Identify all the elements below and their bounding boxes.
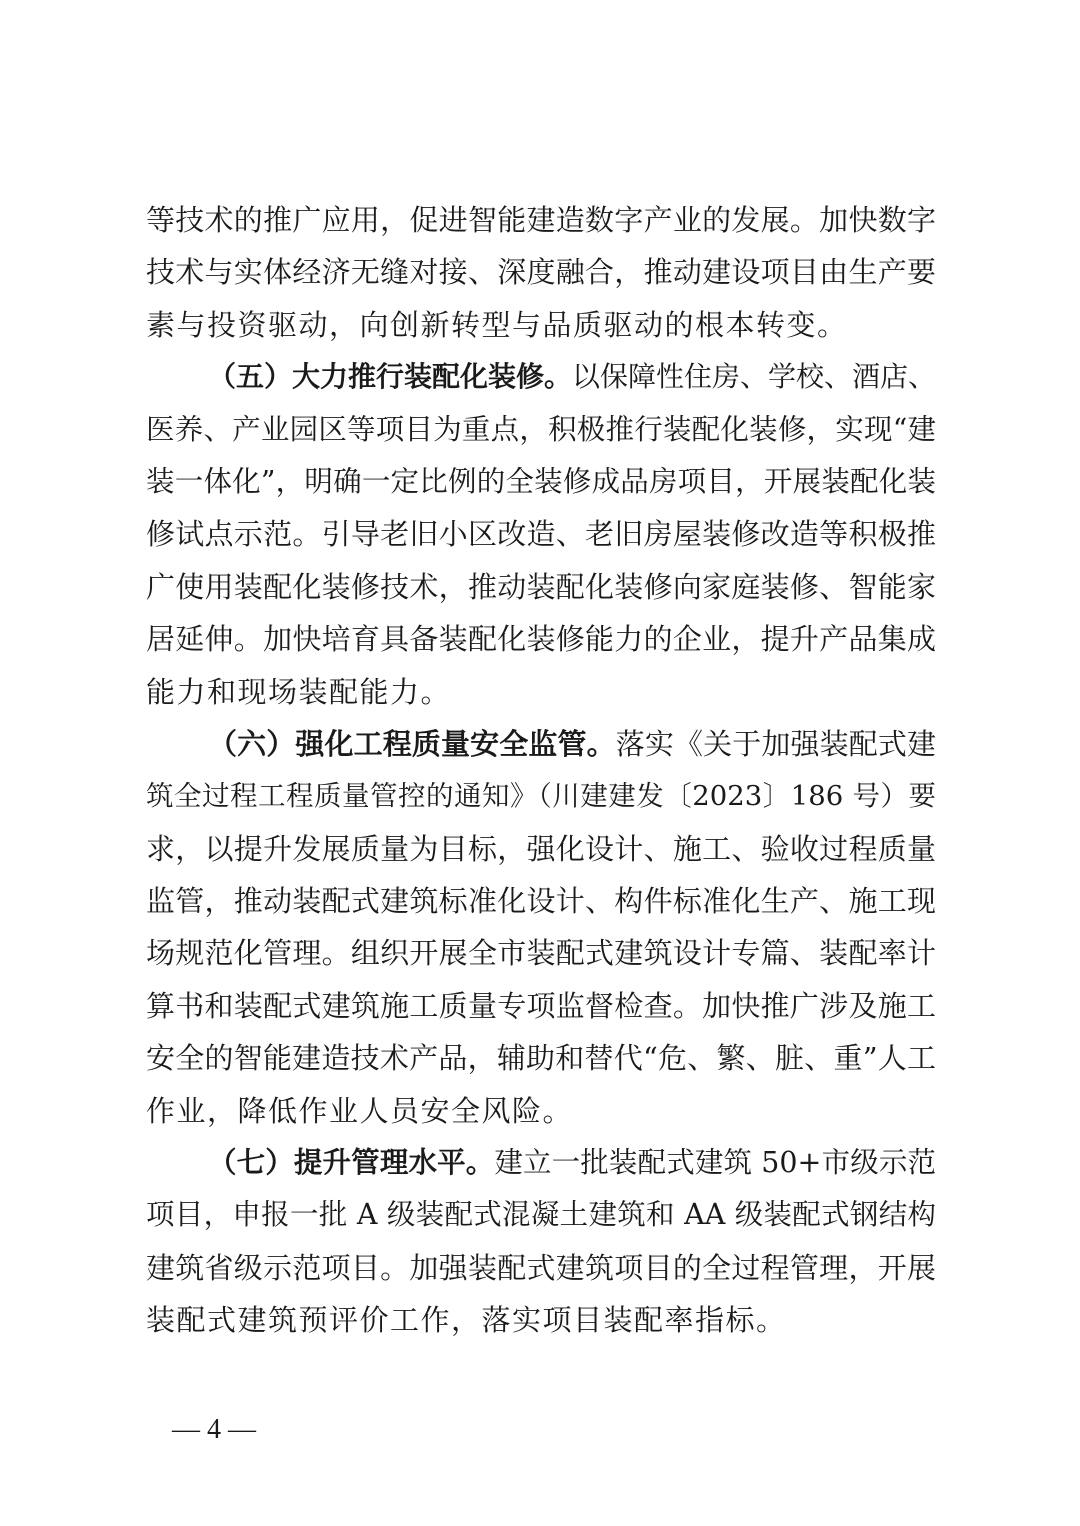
section-7-first-text: 建立一批装配式建筑 50+市级示范 — [494, 1146, 936, 1180]
section-5-paragraph — [146, 351, 936, 718]
text-line: 广使用装配化装修技术，推动装配化装修向家庭装修、智能家 — [146, 569, 936, 604]
text-line: 居延伸。加快培育具备装配化装修能力的企业，提升产品集成 — [146, 622, 936, 657]
section-6-heading: （六）强化工程质量安全监管。 — [208, 726, 616, 761]
text-line: 修试点示范。引导老旧小区改造、老旧房屋装修改造等积极推 — [146, 517, 936, 552]
section-5-heading: （五）大力推行装配化装修。 — [208, 360, 573, 394]
text-line: 项目，申报一批 A 级装配式混凝土建筑和 AA 级装配式钢结构 — [146, 1198, 936, 1232]
text-line: 场规范化管理。组织开展全市装配式建筑设计专篇、装配率计 — [146, 936, 936, 971]
section-7-paragraph — [146, 1137, 936, 1347]
section-7-heading: （七）提升管理水平。 — [208, 1146, 495, 1180]
text-line: 监管，推动装配式建筑标准化设计、构件标准化生产、施工现 — [146, 884, 936, 919]
text-line: 素与投资驱动，向创新转型与品质驱动的根本转变。 — [146, 307, 848, 342]
text-line: 医养、产业园区等项目为重点，积极推行装配化装修，实现“建 — [146, 412, 936, 446]
paragraph-continuation — [146, 194, 936, 351]
section-6-paragraph — [146, 718, 936, 1137]
section-6-first-line — [146, 718, 936, 770]
text-line: 算书和装配式建筑施工质量专项监督检查。加快推广涉及施工 — [146, 988, 936, 1023]
text-line: 技术与实体经济无缝对接、深度融合，推动建设项目由生产要 — [146, 255, 936, 290]
section-5-first-line — [146, 351, 936, 403]
text-line: 等技术的推广应用，促进智能建造数字产业的发展。加快数字 — [146, 203, 936, 237]
text-line: 筑全过程工程质量管控的通知》（川建建发〔2023〕186 号）要 — [146, 780, 936, 813]
text-line: 能力和现场装配能力。 — [146, 674, 452, 709]
section-5-first-text: 以保障性住房、学校、酒店、 — [572, 360, 937, 394]
page-number: — 4 — — [172, 1414, 256, 1445]
section-6-first-text: 落实《关于加强装配式建 — [615, 726, 936, 761]
text-line: 装配式建筑预评价工作，落实项目装配率指标。 — [146, 1303, 787, 1338]
text-line: 求，以提升发展质量为目标，强化设计、施工、验收过程质量 — [146, 831, 936, 866]
text-line: 安全的智能建造技术产品，辅助和替代“危、繁、脏、重”人工 — [146, 1041, 936, 1076]
text-line: 建筑省级示范项目。加强装配式建筑项目的全过程管理，开展 — [146, 1250, 936, 1285]
text-line: 作业，降低作业人员安全风险。 — [146, 1093, 574, 1128]
section-7-first-line — [146, 1137, 936, 1189]
text-line: 装一体化”，明确一定比例的全装修成品房项目，开展装配化装 — [146, 464, 936, 498]
document-body — [146, 194, 936, 1347]
